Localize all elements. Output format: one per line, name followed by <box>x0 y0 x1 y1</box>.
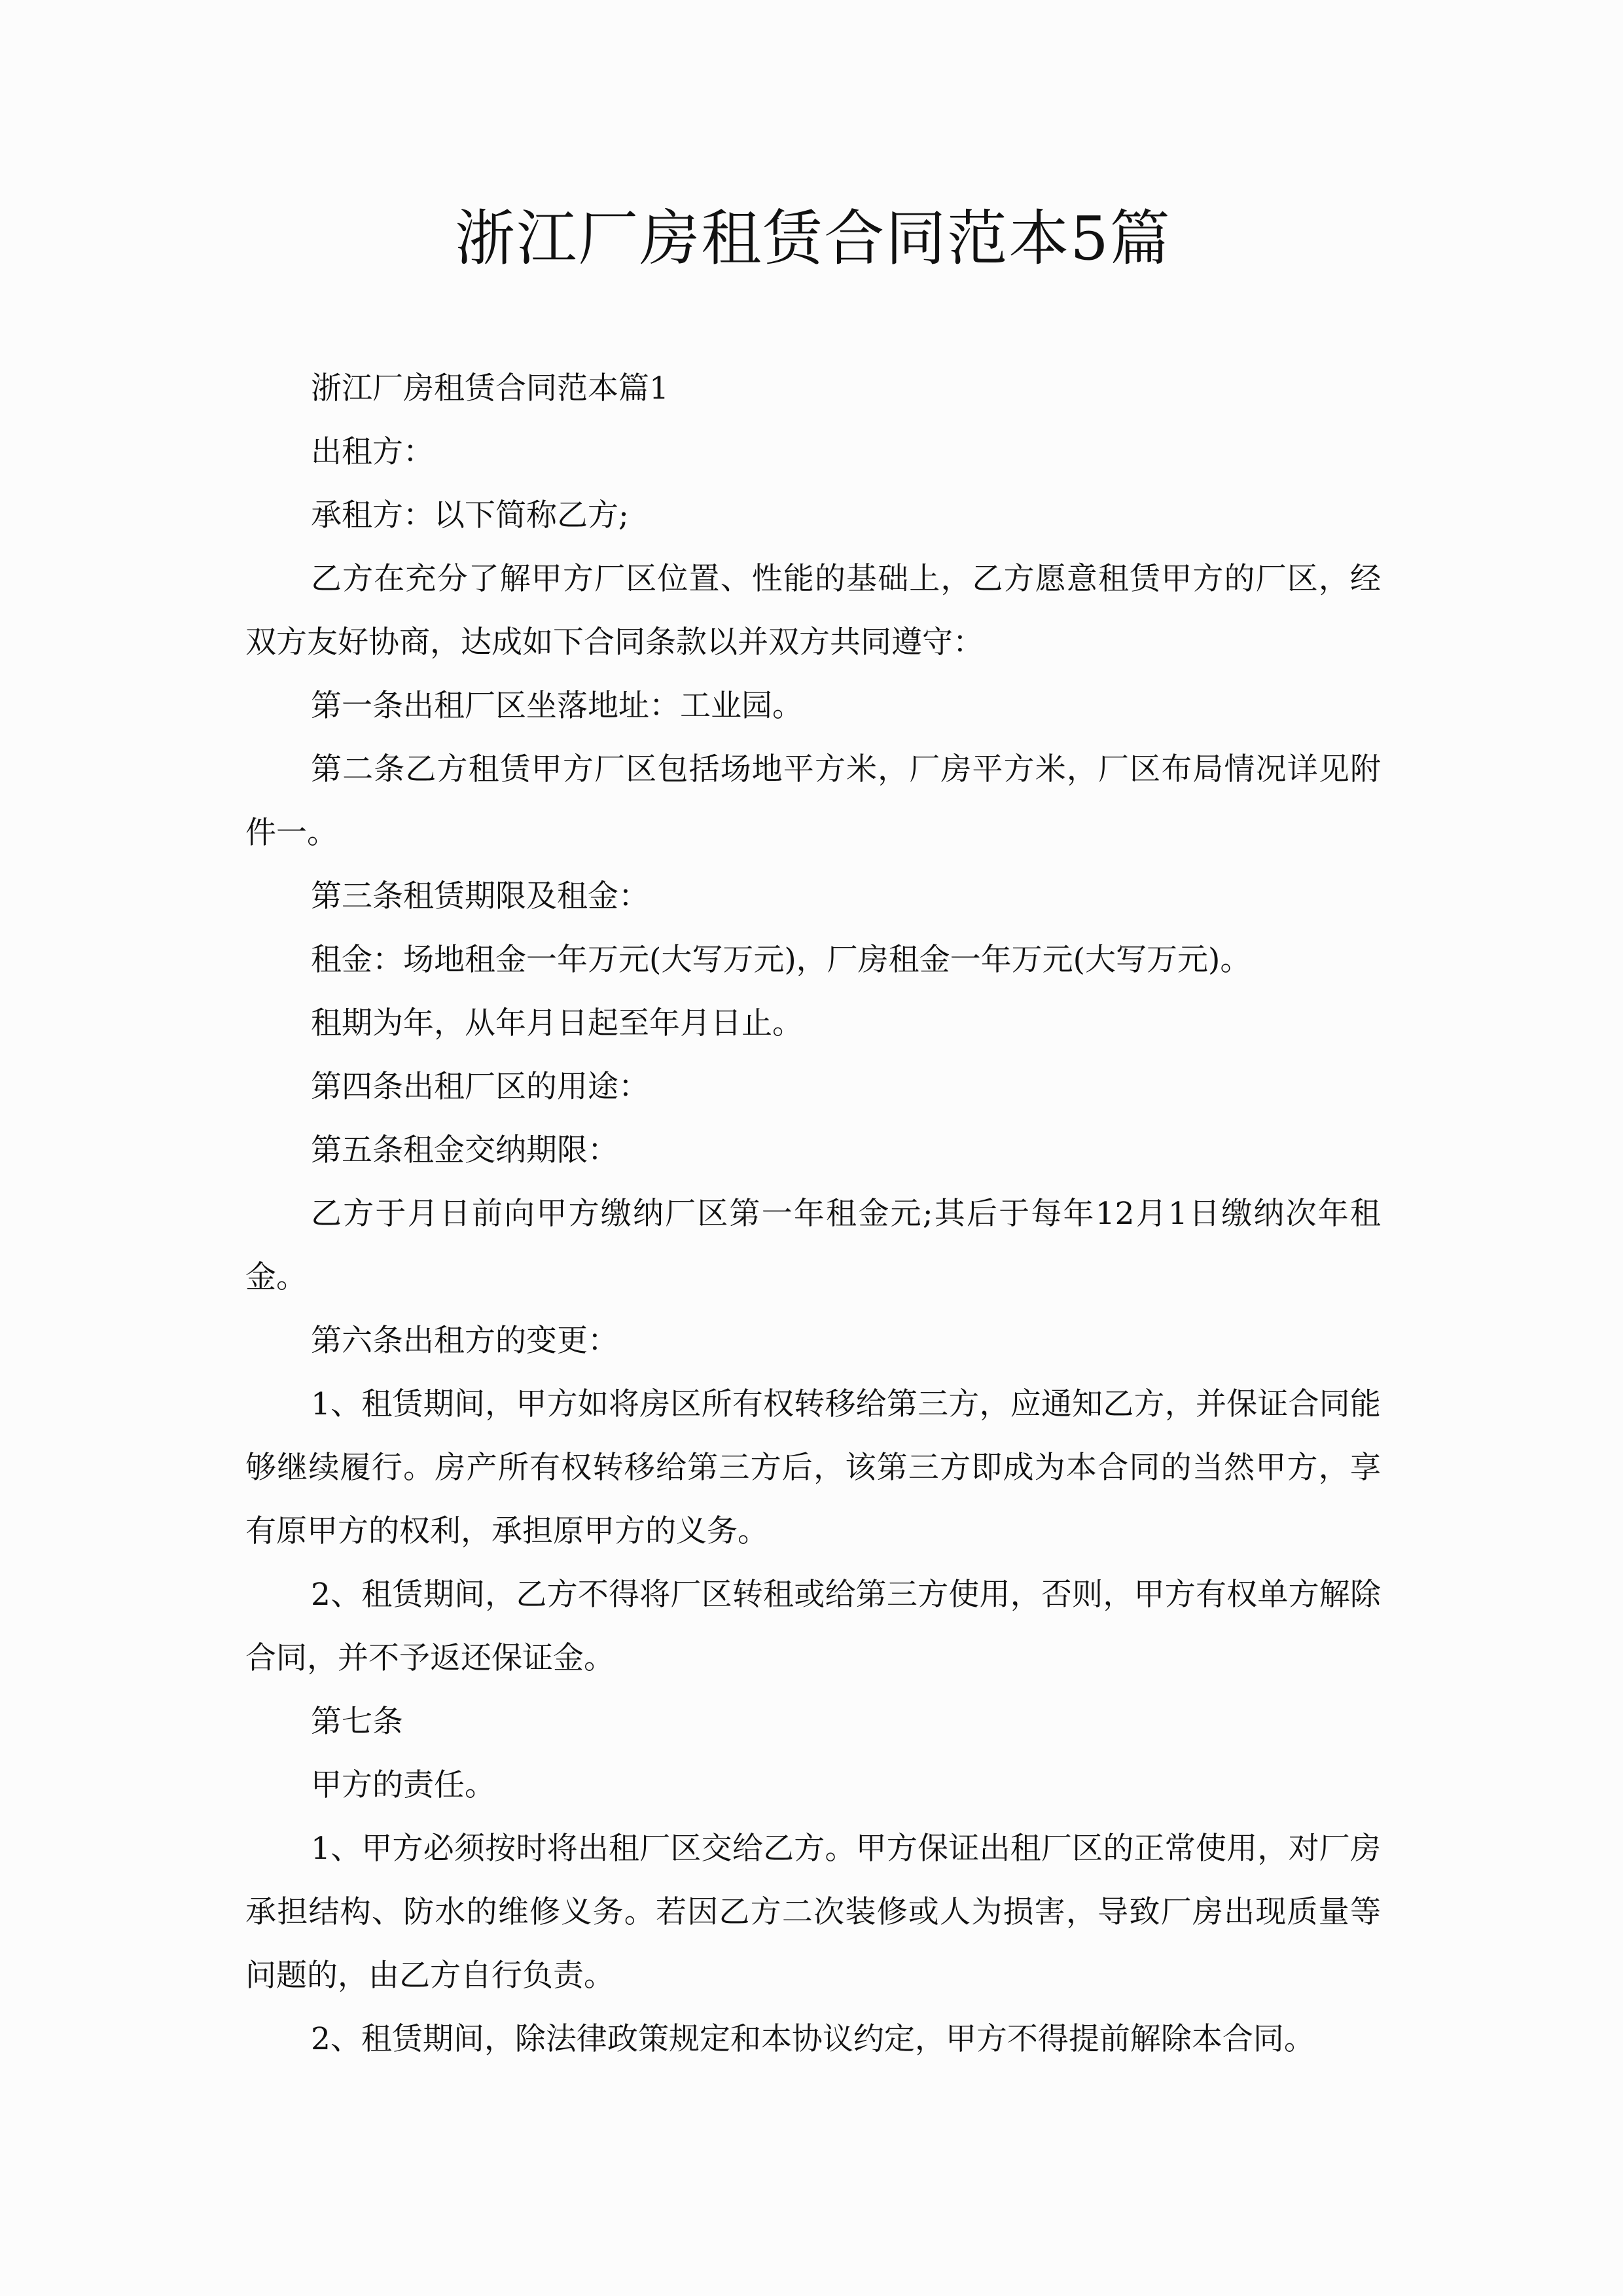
article-6-clause-1: 1、租赁期间，甲方如将房区所有权转移给第三方，应通知乙方，并保证合同能够继续履行。房产所有权转移给第三方后，该第三方即成为本合同的当然甲方，享有原甲方的权利，承担原甲方的义务。 <box>245 1386 1381 1549</box>
lessor-line: 出租方： <box>311 434 434 470</box>
section-heading: 浙江厂房租赁合同范本篇1 <box>311 370 669 406</box>
document-title: 浙江厂房租赁合同范本5篇 <box>455 204 1171 274</box>
article-7-clause-1: 1、甲方必须按时将出租厂区交给乙方。甲方保证出租厂区的正常使用，对厂房承担结构、防水的维修义务。若因乙方二次装修或人为损害，导致厂房出现质量等问题的，由乙方自行负责。 <box>245 1831 1381 1994</box>
article-7-heading: 第七条 <box>311 1704 403 1740</box>
lessor-responsibility-heading: 甲方的责任。 <box>311 1767 495 1803</box>
document-body <box>245 357 1381 2071</box>
article-6-clause-2: 2、租赁期间，乙方不得将厂区转租或给第三方使用，否则，甲方有权单方解除合同，并不予返还保证金。 <box>245 1577 1381 1676</box>
lease-term-line: 租期为年，从年月日起至年月日止。 <box>311 1005 803 1041</box>
article-6-heading: 第六条出租方的变更： <box>311 1323 618 1359</box>
article-2: 第二条乙方租赁甲方厂区包括场地平方米，厂房平方米，厂区布局情况详见附件一。 <box>245 751 1381 851</box>
article-5-heading: 第五条租金交纳期限： <box>311 1132 618 1168</box>
article-3-heading: 第三条租赁期限及租金： <box>311 878 649 914</box>
article-7-clause-2: 2、租赁期间，除法律政策规定和本协议约定，甲方不得提前解除本合同。 <box>311 2021 1315 2057</box>
rent-amount-line: 租金：场地租金一年万元(大写万元)，厂房租金一年万元(大写万元)。 <box>311 942 1251 978</box>
preamble-paragraph: 乙方在充分了解甲方厂区位置、性能的基础上，乙方愿意租赁甲方的厂区，经双方友好协商，达成如下合同条款以并双方共同遵守： <box>245 561 1381 660</box>
payment-terms-paragraph: 乙方于月日前向甲方缴纳厂区第一年租金元;其后于每年12月1日缴纳次年租金。 <box>245 1196 1381 1295</box>
lessee-line: 承租方：以下简称乙方; <box>311 497 629 533</box>
article-1: 第一条出租厂区坐落地址：工业园。 <box>311 688 803 724</box>
article-4-heading: 第四条出租厂区的用途： <box>311 1069 649 1105</box>
